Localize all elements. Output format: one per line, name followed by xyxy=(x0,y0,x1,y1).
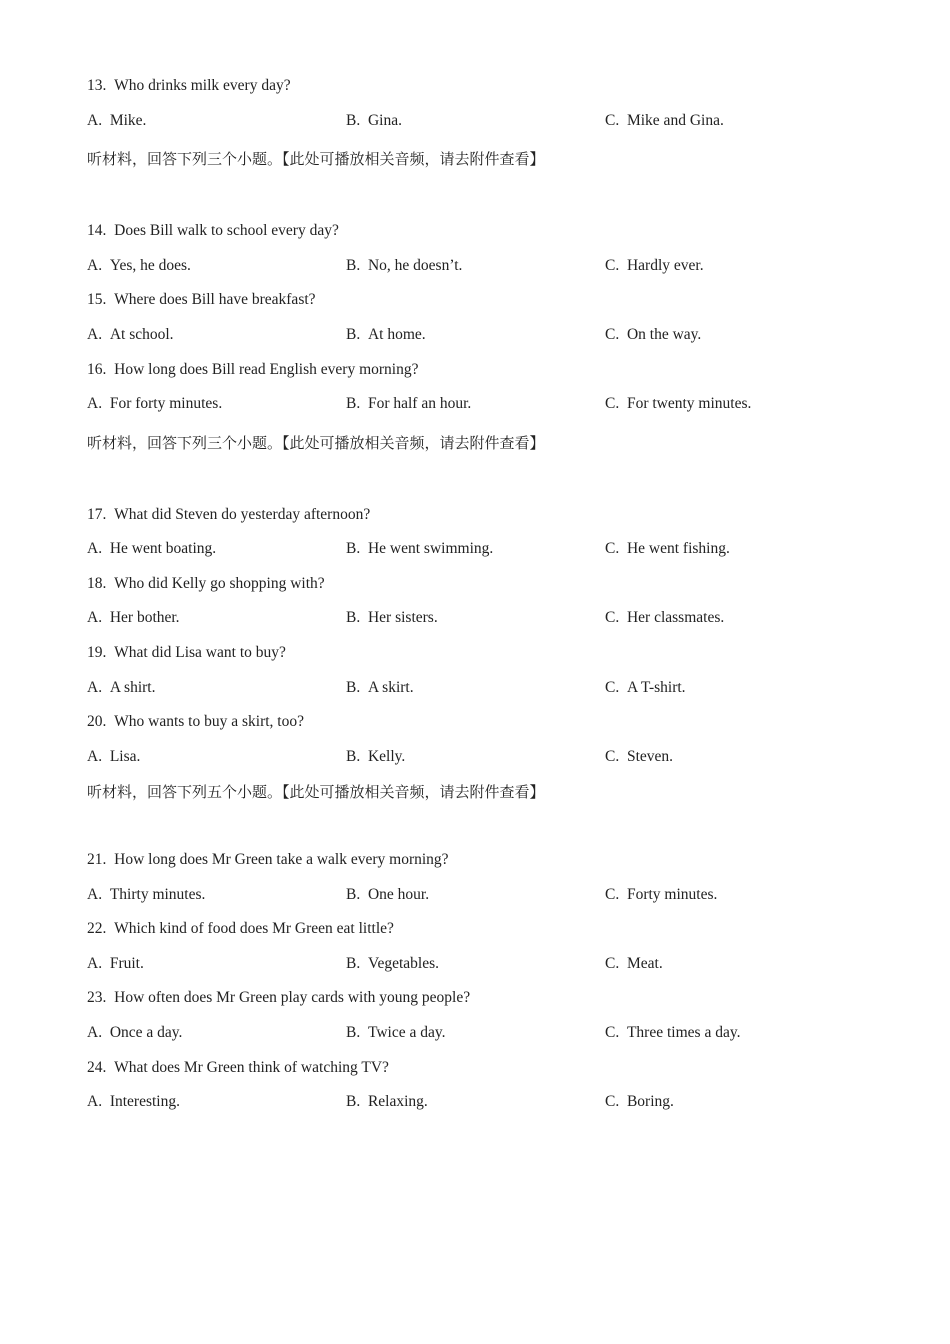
option-letter: B. xyxy=(346,1024,361,1041)
spacer xyxy=(360,1093,368,1110)
answer-option xyxy=(605,1023,740,1043)
answer-option xyxy=(87,678,155,698)
option-letter: C. xyxy=(605,886,620,903)
option-letter: B. xyxy=(346,609,361,626)
option-letter: B. xyxy=(346,395,361,412)
question-text: Does Bill walk to school every day? xyxy=(114,222,339,239)
spacer xyxy=(360,1024,368,1041)
option-text: A T-shirt. xyxy=(626,679,686,696)
question-text: Who wants to buy a skirt, too? xyxy=(114,713,304,730)
option-letter: A. xyxy=(87,1093,103,1110)
spacer xyxy=(619,679,627,696)
question-number: 13. xyxy=(87,77,107,94)
question-number: 20. xyxy=(87,713,107,730)
option-letter: A. xyxy=(87,326,103,343)
question-number: 22. xyxy=(87,920,107,937)
question-stem xyxy=(87,221,339,241)
option-letter: B. xyxy=(346,326,361,343)
option-text: Once a day. xyxy=(109,1024,183,1041)
spacer xyxy=(102,540,110,557)
option-letter: B. xyxy=(346,540,361,557)
spacer xyxy=(102,257,110,274)
option-letter: C. xyxy=(605,679,620,696)
question-stem xyxy=(87,360,418,380)
spacer xyxy=(102,1024,110,1041)
question-stem xyxy=(87,988,470,1008)
answer-option xyxy=(87,885,205,905)
spacer xyxy=(360,395,368,412)
answer-option xyxy=(605,747,673,767)
option-text: Mike and Gina. xyxy=(626,112,724,129)
answer-option xyxy=(605,954,663,974)
option-letter: A. xyxy=(87,748,103,765)
question-text: How often does Mr Green play cards with young people? xyxy=(114,989,471,1006)
spacer xyxy=(619,748,627,765)
option-text: Thirty minutes. xyxy=(109,886,206,903)
answer-option xyxy=(346,678,414,698)
question-number: 17. xyxy=(87,506,107,523)
question-text: What does Mr Green think of watching TV? xyxy=(114,1059,389,1076)
spacer xyxy=(106,575,114,592)
option-text: He went swimming. xyxy=(367,540,494,557)
spacer xyxy=(106,222,114,239)
option-letter: A. xyxy=(87,395,103,412)
spacer xyxy=(619,540,627,557)
option-letter: A. xyxy=(87,886,103,903)
option-text: Three times a day. xyxy=(626,1024,741,1041)
answer-option xyxy=(605,678,686,698)
question-number: 14. xyxy=(87,222,107,239)
option-letter: A. xyxy=(87,955,103,972)
option-text: No, he doesn’t. xyxy=(367,257,463,274)
spacer xyxy=(619,1093,627,1110)
answer-option xyxy=(346,954,439,974)
spacer xyxy=(102,955,110,972)
option-text: Her classmates. xyxy=(626,609,725,626)
spacer xyxy=(619,395,627,412)
question-text: Who did Kelly go shopping with? xyxy=(114,575,325,592)
spacer xyxy=(106,920,114,937)
question-stem xyxy=(87,290,316,310)
spacer xyxy=(360,540,368,557)
spacer xyxy=(360,112,368,129)
spacer xyxy=(360,748,368,765)
option-letter: C. xyxy=(605,395,620,412)
answer-option xyxy=(346,608,438,628)
spacer xyxy=(106,291,114,308)
option-text: Boring. xyxy=(626,1093,674,1110)
option-text: He went fishing. xyxy=(626,540,730,557)
option-letter: B. xyxy=(346,886,361,903)
option-letter: C. xyxy=(605,609,620,626)
option-letter: B. xyxy=(346,955,361,972)
question-stem xyxy=(87,850,449,870)
option-text: On the way. xyxy=(626,326,702,343)
option-text: Kelly. xyxy=(367,748,406,765)
question-text: What did Lisa want to buy? xyxy=(114,644,286,661)
option-text: Hardly ever. xyxy=(626,257,704,274)
option-text: He went boating. xyxy=(109,540,217,557)
listening-instruction: 听材料，回答下列三个小题。【此处可播放相关音频，请去附件查看】 xyxy=(87,150,545,168)
question-number: 19. xyxy=(87,644,107,661)
option-letter: A. xyxy=(87,257,103,274)
question-number: 23. xyxy=(87,989,107,1006)
option-letter: C. xyxy=(605,748,620,765)
listening-instruction: 听材料，回答下列三个小题。【此处可播放相关音频，请去附件查看】 xyxy=(87,434,545,452)
spacer xyxy=(102,395,110,412)
question-stem xyxy=(87,919,394,939)
option-letter: B. xyxy=(346,748,361,765)
spacer xyxy=(619,112,627,129)
question-text: How long does Mr Green take a walk every morning? xyxy=(114,851,449,868)
option-text: Vegetables. xyxy=(367,955,439,972)
spacer xyxy=(619,886,627,903)
answer-option xyxy=(605,111,724,131)
answer-option xyxy=(605,394,751,414)
spacer xyxy=(619,609,627,626)
option-text: Fruit. xyxy=(109,955,144,972)
answer-option xyxy=(605,608,724,628)
answer-option xyxy=(346,111,402,131)
option-letter: C. xyxy=(605,112,620,129)
option-text: Relaxing. xyxy=(367,1093,428,1110)
answer-option xyxy=(87,747,140,767)
spacer xyxy=(619,1024,627,1041)
spacer xyxy=(360,257,368,274)
option-text: A skirt. xyxy=(367,679,414,696)
option-text: Yes, he does. xyxy=(109,257,191,274)
spacer xyxy=(106,713,114,730)
option-text: Her bother. xyxy=(109,609,180,626)
question-stem xyxy=(87,1058,389,1078)
option-letter: C. xyxy=(605,1024,620,1041)
option-text: Mike. xyxy=(109,112,147,129)
option-letter: A. xyxy=(87,609,103,626)
question-number: 21. xyxy=(87,851,107,868)
question-stem xyxy=(87,574,325,594)
option-letter: C. xyxy=(605,1093,620,1110)
spacer xyxy=(619,326,627,343)
question-number: 16. xyxy=(87,361,107,378)
option-text: Gina. xyxy=(367,112,402,129)
option-letter: C. xyxy=(605,540,620,557)
answer-option xyxy=(87,111,146,131)
question-stem xyxy=(87,505,370,525)
spacer xyxy=(360,679,368,696)
option-text: For twenty minutes. xyxy=(626,395,752,412)
answer-option xyxy=(346,747,405,767)
answer-option xyxy=(87,325,174,345)
spacer xyxy=(106,361,114,378)
answer-option xyxy=(87,539,216,559)
answer-option xyxy=(346,1092,428,1112)
answer-option xyxy=(87,256,191,276)
question-text: Where does Bill have breakfast? xyxy=(114,291,316,308)
question-text: What did Steven do yesterday afternoon? xyxy=(114,506,371,523)
option-letter: A. xyxy=(87,112,103,129)
spacer xyxy=(106,851,114,868)
spacer xyxy=(102,1093,110,1110)
answer-option xyxy=(346,1023,446,1043)
spacer xyxy=(102,609,110,626)
answer-option xyxy=(346,256,462,276)
option-letter: A. xyxy=(87,679,103,696)
option-text: For forty minutes. xyxy=(109,395,223,412)
option-text: A shirt. xyxy=(109,679,156,696)
spacer xyxy=(102,679,110,696)
answer-option xyxy=(87,954,144,974)
answer-option xyxy=(346,394,471,414)
option-letter: C. xyxy=(605,955,620,972)
spacer xyxy=(360,955,368,972)
spacer xyxy=(106,1059,114,1076)
answer-option xyxy=(87,394,222,414)
option-text: Meat. xyxy=(626,955,663,972)
answer-option xyxy=(605,1092,674,1112)
option-text: At school. xyxy=(109,326,174,343)
option-text: For half an hour. xyxy=(367,395,472,412)
spacer xyxy=(619,955,627,972)
spacer xyxy=(106,989,114,1006)
answer-option xyxy=(605,325,701,345)
option-letter: A. xyxy=(87,1024,103,1041)
option-letter: A. xyxy=(87,540,103,557)
answer-option xyxy=(87,1023,182,1043)
question-text: Who drinks milk every day? xyxy=(114,77,291,94)
question-text: Which kind of food does Mr Green eat little? xyxy=(114,920,394,937)
spacer xyxy=(102,326,110,343)
answer-option xyxy=(346,539,493,559)
spacer xyxy=(102,886,110,903)
question-number: 24. xyxy=(87,1059,107,1076)
answer-option xyxy=(605,256,704,276)
spacer xyxy=(360,886,368,903)
question-stem xyxy=(87,712,304,732)
spacer xyxy=(102,112,110,129)
question-text: How long does Bill read English every morning? xyxy=(114,361,419,378)
spacer xyxy=(102,748,110,765)
option-text: Twice a day. xyxy=(367,1024,446,1041)
question-stem xyxy=(87,76,291,96)
option-letter: B. xyxy=(346,257,361,274)
option-text: Forty minutes. xyxy=(626,886,718,903)
answer-option xyxy=(87,1092,180,1112)
question-stem xyxy=(87,643,286,663)
listening-instruction: 听材料，回答下列五个小题。【此处可播放相关音频，请去附件查看】 xyxy=(87,783,545,801)
option-text: At home. xyxy=(367,326,426,343)
spacer xyxy=(360,326,368,343)
option-text: Interesting. xyxy=(109,1093,180,1110)
option-text: Her sisters. xyxy=(367,609,438,626)
answer-option xyxy=(87,608,180,628)
spacer xyxy=(106,644,114,661)
option-letter: C. xyxy=(605,257,620,274)
answer-option xyxy=(605,885,717,905)
option-letter: B. xyxy=(346,679,361,696)
option-text: Lisa. xyxy=(109,748,141,765)
question-number: 15. xyxy=(87,291,107,308)
spacer xyxy=(106,506,114,523)
option-letter: C. xyxy=(605,326,620,343)
option-text: One hour. xyxy=(367,886,430,903)
spacer xyxy=(619,257,627,274)
option-text: Steven. xyxy=(626,748,674,765)
spacer xyxy=(106,77,114,94)
answer-option xyxy=(605,539,730,559)
option-letter: B. xyxy=(346,112,361,129)
spacer xyxy=(360,609,368,626)
answer-option xyxy=(346,325,426,345)
question-number: 18. xyxy=(87,575,107,592)
option-letter: B. xyxy=(346,1093,361,1110)
answer-option xyxy=(346,885,429,905)
